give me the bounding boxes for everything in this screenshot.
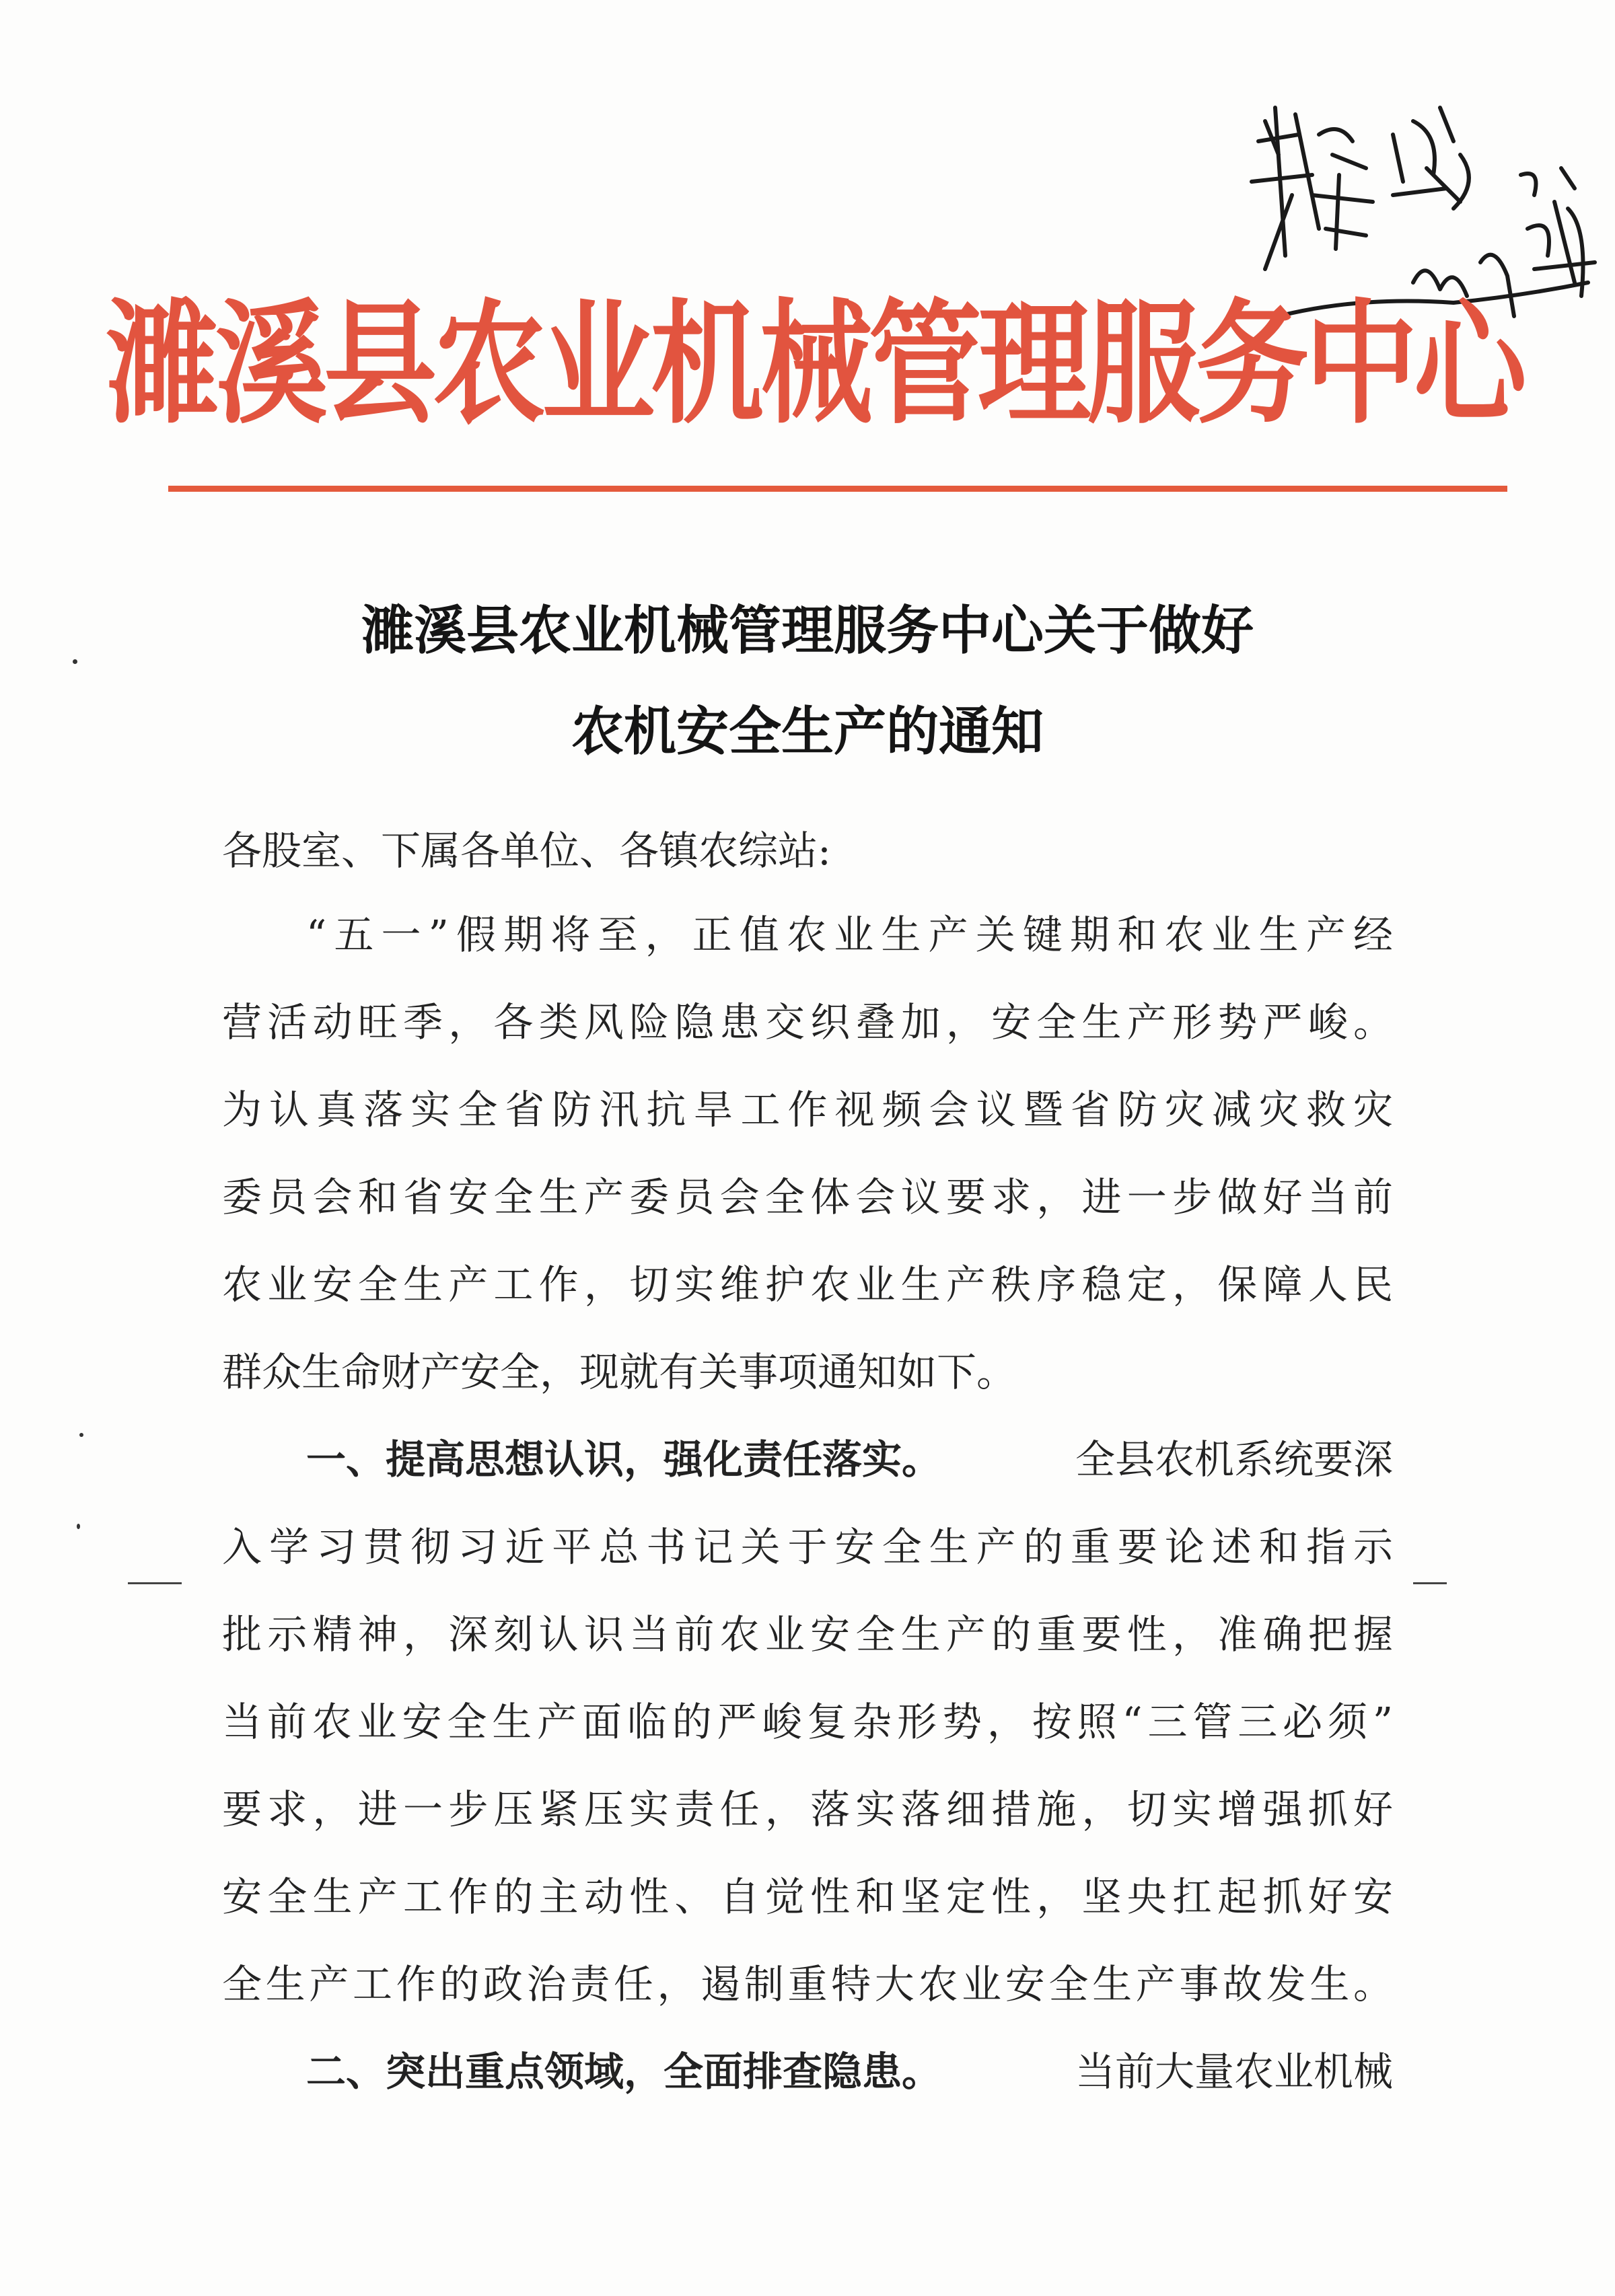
section-2-heading: 二、突出重点领域，全面排查隐患。 [306, 2048, 942, 2095]
paragraph-line: 营活动旺季，各类风险隐患交织叠加，安全生产形势严峻。 [222, 999, 1393, 1045]
notice-title-line-2: 农机安全生产的通知 [571, 702, 1044, 762]
paragraph-line: 全生产工作的政治责任，遏制重特大农业安全生产事故发生。 [222, 1961, 1393, 2007]
paragraph-line: 群众生命财产安全，现就有关事项通知如下。 [222, 1349, 1017, 1395]
section-2-first-tail: 当前大量农业机械 [1075, 2048, 1393, 2095]
scan-speck [79, 1433, 83, 1437]
paragraph-line: 为认真落实全省防汛抗旱工作视频会议暨省防灾减灾救灾 [222, 1086, 1393, 1133]
section-2-first-line [306, 2045, 1393, 2099]
agency-letterhead: 濉溪县农业机械管理服务中心 [106, 286, 1523, 442]
section-1-first-line [306, 1433, 1393, 1487]
paragraph-line: 农业安全生产工作，切实维护农业生产秩序稳定，保障人民 [222, 1261, 1393, 1308]
recipients-line: 各股室、下属各单位、各镇农综站: [222, 827, 831, 874]
scan-mark [128, 1582, 182, 1584]
paragraph-line: 委员会和省安全生产委员会全体会议要求，进一步做好当前 [222, 1174, 1393, 1220]
header-divider [168, 486, 1507, 492]
section-1-first-tail: 全县农机系统要深 [1075, 1436, 1393, 1483]
section-1-heading: 一、提高思想认识，强化责任落实。 [306, 1436, 942, 1483]
scan-speck [73, 659, 77, 664]
paragraph-line: 要求，进一步压紧压实责任，落实落细措施，切实增强抓好 [222, 1786, 1393, 1832]
scan-mark [1413, 1582, 1447, 1584]
paragraph-line: 当前农业安全生产面临的严峻复杂形势，按照“三管三必须” [222, 1699, 1393, 1745]
paragraph-line: 批示精神，深刻认识当前农业安全生产的重要性，准确把握 [222, 1611, 1393, 1658]
paragraph-line: 入学习贯彻习近平总书记关于安全生产的重要论述和指示 [222, 1524, 1393, 1570]
scan-speck [77, 1524, 80, 1529]
paragraph-line: 安全生产工作的主动性、自觉性和坚定性，坚央扛起抓好安 [222, 1874, 1393, 1920]
paragraph-line: “五一”假期将至，正值农业生产关键期和农业生产经 [306, 912, 1393, 958]
notice-title-line-1: 濉溪县农业机械管理服务中心关于做好 [361, 601, 1254, 661]
